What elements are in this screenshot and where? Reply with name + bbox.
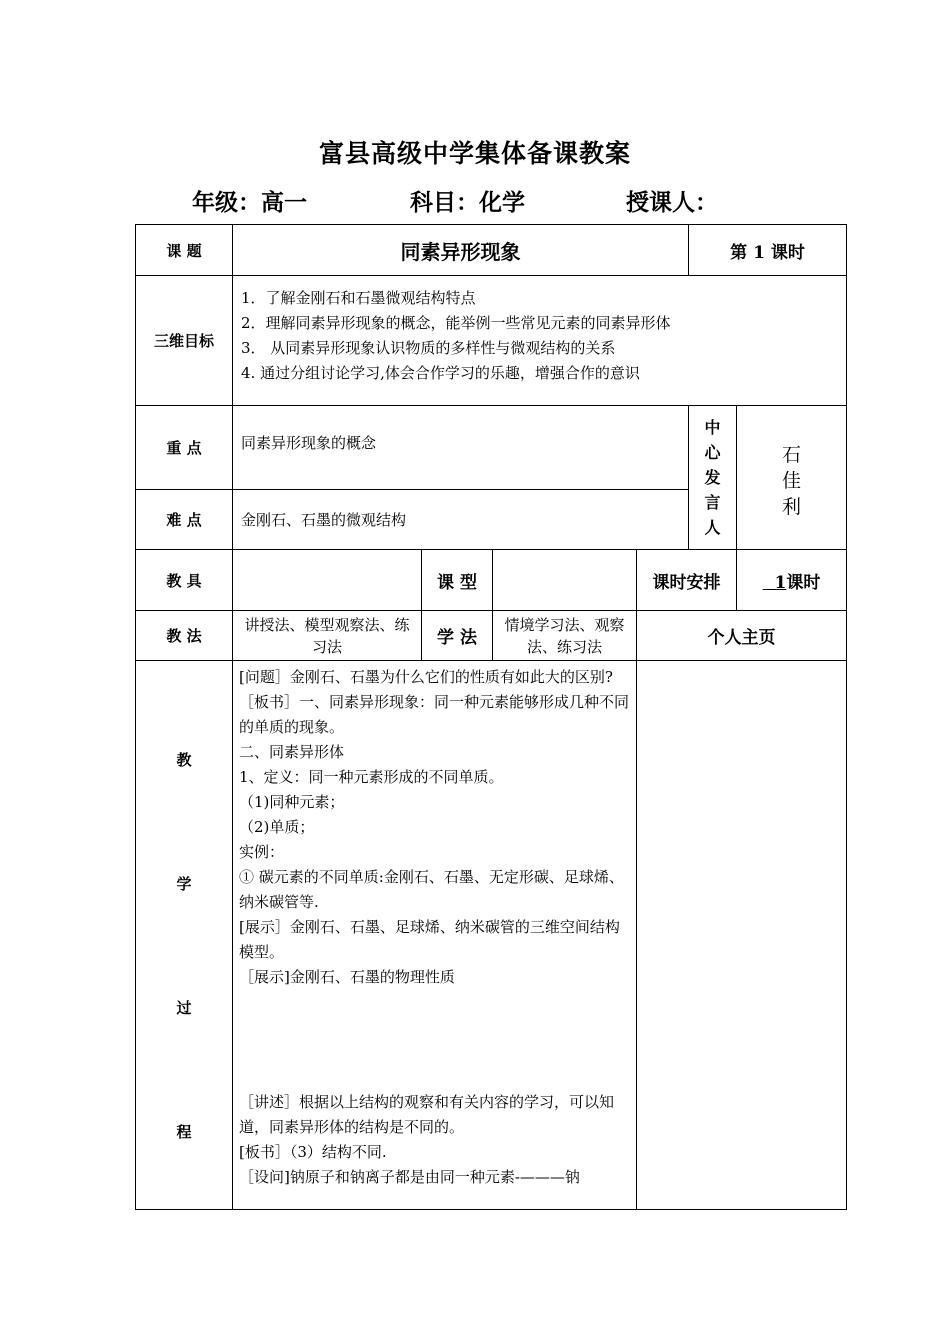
tools-row (136, 550, 847, 611)
speaker-cell (737, 406, 847, 550)
process-line: [板书］（3）结构不同. (239, 1143, 387, 1161)
key-label: 重 点 (136, 406, 233, 490)
schedule-label: 课时安排 (637, 550, 737, 611)
period-value: 第 1 课时 (689, 225, 847, 276)
schedule-unit: 课时 (786, 572, 821, 593)
process-line: （2)单质； (239, 818, 315, 836)
process-char: 学 (176, 875, 192, 893)
process-line: ［设问]钠原子和钠离子都是由同一种元素-———钠 (239, 1168, 580, 1186)
subject-label: 科目：化学 (410, 189, 525, 216)
lesson-plan-table (135, 224, 847, 1210)
process-label-cell (136, 661, 233, 1210)
process-row (136, 661, 847, 1210)
tools-value (233, 550, 422, 611)
topic-value: 同素异形现象 (233, 225, 689, 276)
learn-label: 学 法 (422, 611, 493, 661)
speaker-label: 中心发言人 (704, 418, 721, 537)
process-char: 程 (176, 1123, 192, 1141)
tools-label: 教 具 (136, 550, 233, 611)
process-line: 二、同素异形体 (239, 743, 345, 761)
process-line: 实例： (239, 843, 285, 861)
speaker-label-cell (689, 406, 737, 550)
process-line: ［展示]金刚石、石墨的物理性质 (239, 968, 455, 986)
method-label: 教 法 (136, 611, 233, 661)
hard-label: 难 点 (136, 490, 233, 550)
learn-value: 情境学习法、观察法、练习法 (493, 611, 637, 661)
goal-item: 1．了解金刚石和石墨微观结构特点 (241, 289, 476, 307)
personal-label: 个人主页 (637, 611, 847, 661)
schedule-number: 1 (774, 572, 787, 593)
type-value (493, 550, 637, 611)
speaker-name: 石佳利 (781, 444, 801, 518)
topic-row (136, 225, 847, 276)
process-char: 过 (176, 999, 192, 1017)
goals-label: 三维目标 (136, 276, 233, 406)
process-line: ① 碳元素的不同单质:金刚石、石墨、无定形碳、足球烯、纳米碳管等. (239, 868, 624, 911)
goal-item: 3． 从同素异形现象认识物质的多样性与微观结构的关系 (241, 339, 616, 357)
document-title: 富县高级中学集体备课教案 (318, 139, 631, 168)
method-value: 讲授法、模型观察法、练习法 (233, 611, 422, 661)
process-line: [问题］金刚石、石墨为什么它们的性质有如此大的区别? (239, 668, 613, 686)
process-line: 1、定义：同一种元素形成的不同单质。 (239, 768, 504, 786)
process-label (136, 735, 232, 1157)
process-line: ［板书］一、同素异形现象：同一种元素能够形成几种不同的单质的现象。 (239, 693, 630, 736)
process-line: [展示］金刚石、石墨、足球烯、纳米碳管的三维空间结构模型。 (239, 918, 620, 961)
goals-list (233, 276, 847, 406)
method-row (136, 611, 847, 661)
process-content (233, 661, 637, 1210)
process-spacer (239, 990, 630, 1090)
process-line: ［讲述］根据以上结构的观察和有关内容的学习，可以知道，同素异形体的结构是不同的。 (239, 1093, 615, 1136)
goal-item: 4. 通过分组讨论学习,体会合作学习的乐趣，增强合作的意识 (241, 364, 640, 382)
topic-label: 课 题 (136, 225, 233, 276)
schedule-value (737, 550, 847, 611)
process-char: 教 (176, 751, 192, 769)
type-label: 课 型 (422, 550, 493, 611)
teacher-label: 授课人： (626, 189, 718, 216)
hard-value: 金刚石、石墨的微观结构 (233, 490, 689, 550)
key-value: 同素异形现象的概念 (233, 406, 689, 490)
personal-notes-cell (637, 661, 847, 1210)
goals-row (136, 276, 847, 406)
key-row (136, 406, 847, 490)
grade-label: 年级：高一 (192, 189, 307, 216)
process-line: （1)同种元素； (239, 793, 345, 811)
goal-item: 2．理解同素异形现象的概念，能举例一些常见元素的同素异形体 (241, 314, 671, 332)
